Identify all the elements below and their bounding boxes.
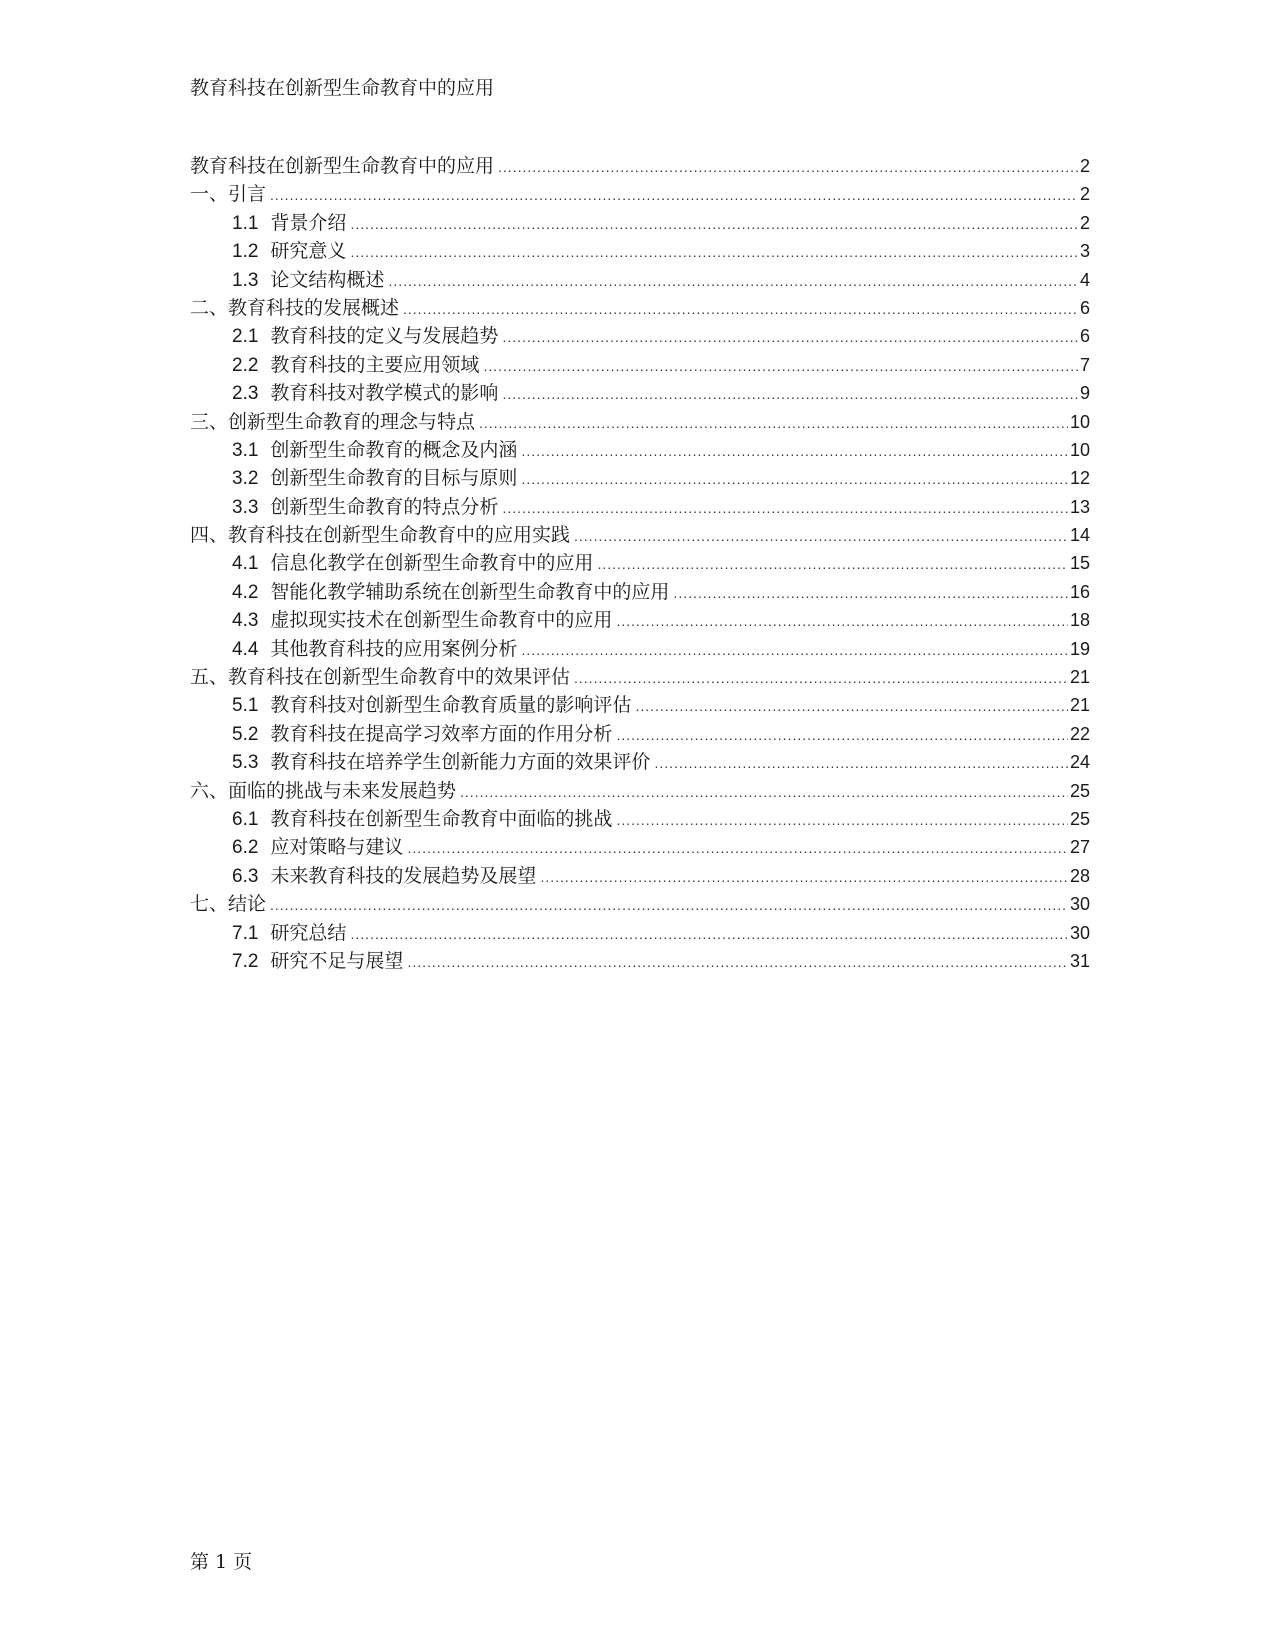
page-number: 第 1 页	[190, 1551, 253, 1573]
toc-dot-leader	[635, 692, 1068, 720]
toc-entry-title: 教育科技的定义与发展趋势	[270, 325, 499, 348]
toc-entry-number: 1.2	[232, 241, 259, 263]
toc-dot-leader	[616, 721, 1068, 749]
toc-entry[interactable]	[190, 521, 1090, 549]
toc-entry-page: 24	[1069, 752, 1090, 773]
toc-entry-page: 31	[1069, 950, 1090, 971]
toc-entry-title: 应对策略与建议	[270, 836, 404, 859]
toc-dot-leader	[479, 409, 1068, 437]
toc-entry-title: 未来教育科技的发展趋势及展望	[270, 864, 537, 887]
toc-entry[interactable]	[190, 549, 1090, 577]
toc-entry[interactable]	[190, 493, 1090, 521]
toc-entry-number: 3.2	[232, 468, 259, 490]
toc-dot-leader	[270, 181, 1078, 209]
toc-entry-number: 5.2	[232, 723, 259, 745]
toc-entry-title: 论文结构概述	[270, 268, 385, 291]
toc-entry[interactable]	[190, 464, 1090, 492]
toc-entry[interactable]	[190, 890, 1090, 918]
toc-entry-page: 25	[1069, 808, 1090, 829]
toc-entry-number: 7.2	[232, 950, 259, 972]
toc-entry-title: 研究意义	[270, 240, 347, 263]
running-header: 教育科技在创新型生命教育中的应用	[190, 77, 495, 99]
toc-dot-leader	[407, 834, 1068, 862]
toc-entry[interactable]	[190, 266, 1090, 294]
toc-entry-number: 3.1	[232, 439, 259, 461]
toc-entry-number: 4.2	[232, 581, 259, 603]
toc-entry[interactable]	[190, 180, 1090, 208]
toc-entry-page: 2	[1079, 212, 1090, 233]
table-of-contents	[190, 152, 1090, 975]
toc-entry-title: 智能化教学辅助系统在创新型生命教育中的应用	[270, 580, 670, 603]
toc-entry-title: 六、面临的挑战与未来发展趋势	[190, 779, 457, 802]
toc-dot-leader	[616, 607, 1068, 635]
toc-entry-title: 创新型生命教育的特点分析	[270, 495, 499, 518]
toc-dot-leader	[502, 380, 1078, 408]
toc-entry-number: 2.1	[232, 326, 259, 348]
toc-dot-leader	[521, 465, 1068, 493]
toc-entry[interactable]	[190, 379, 1090, 407]
toc-entry-page: 16	[1069, 581, 1090, 602]
toc-entry-page: 30	[1069, 894, 1090, 915]
toc-entry-title: 其他教育科技的应用案例分析	[270, 637, 518, 660]
toc-entry-number: 4.3	[232, 610, 259, 632]
toc-entry-page: 13	[1069, 496, 1090, 517]
toc-entry-number: 3.3	[232, 496, 259, 518]
toc-entry-page: 10	[1069, 439, 1090, 460]
toc-dot-leader	[616, 806, 1068, 834]
toc-entry-title: 研究总结	[270, 921, 347, 944]
toc-entry-page: 21	[1069, 667, 1090, 688]
toc-entry-number: 5.1	[232, 695, 259, 717]
toc-dot-leader	[483, 352, 1078, 380]
toc-entry-page: 21	[1069, 695, 1090, 716]
toc-entry-number: 2.3	[232, 383, 259, 405]
toc-dot-leader	[407, 948, 1068, 976]
toc-dot-leader	[574, 522, 1068, 550]
toc-entry-page: 30	[1069, 922, 1090, 943]
toc-entry[interactable]	[190, 748, 1090, 776]
toc-entry-number: 5.3	[232, 752, 259, 774]
toc-entry-page: 14	[1069, 525, 1090, 546]
toc-entry[interactable]	[190, 152, 1090, 180]
toc-entry-page: 27	[1069, 837, 1090, 858]
toc-dot-leader	[521, 437, 1068, 465]
toc-entry-title: 教育科技的主要应用领域	[270, 353, 480, 376]
toc-entry[interactable]	[190, 635, 1090, 663]
toc-entry-title: 创新型生命教育的目标与原则	[270, 467, 518, 490]
toc-entry-page: 9	[1079, 383, 1090, 404]
toc-entry[interactable]	[190, 408, 1090, 436]
toc-dot-leader	[388, 267, 1078, 295]
toc-dot-leader	[350, 238, 1078, 266]
toc-entry-title: 教育科技在提高学习效率方面的作用分析	[270, 722, 613, 745]
toc-entry-page: 22	[1069, 723, 1090, 744]
toc-entry[interactable]	[190, 237, 1090, 265]
toc-entry-title: 教育科技在培养学生创新能力方面的效果评价	[270, 751, 651, 774]
toc-entry[interactable]	[190, 691, 1090, 719]
toc-entry-number: 6.3	[232, 865, 259, 887]
toc-dot-leader	[521, 636, 1068, 664]
toc-entry-number: 6.1	[232, 808, 259, 830]
toc-entry[interactable]	[190, 436, 1090, 464]
toc-dot-leader	[403, 295, 1078, 323]
toc-entry-page: 7	[1079, 354, 1090, 375]
toc-entry-title: 七、结论	[190, 893, 267, 916]
toc-entry-number: 4.4	[232, 638, 259, 660]
toc-entry-number: 4.1	[232, 553, 259, 575]
toc-entry-title: 二、教育科技的发展概述	[190, 296, 400, 319]
toc-entry[interactable]	[190, 777, 1090, 805]
toc-entry-page: 18	[1069, 610, 1090, 631]
toc-entry-number: 7.1	[232, 922, 259, 944]
toc-entry-title: 三、创新型生命教育的理念与特点	[190, 410, 476, 433]
toc-dot-leader	[574, 664, 1068, 692]
toc-entry-page: 15	[1069, 553, 1090, 574]
toc-entry[interactable]	[190, 322, 1090, 350]
toc-entry[interactable]	[190, 663, 1090, 691]
toc-dot-leader	[673, 579, 1068, 607]
toc-dot-leader	[460, 778, 1068, 806]
toc-entry-page: 10	[1069, 411, 1090, 432]
toc-entry-title: 五、教育科技在创新型生命教育中的效果评估	[190, 666, 571, 689]
toc-entry-number: 1.1	[232, 212, 259, 234]
toc-entry-title: 教育科技对教学模式的影响	[270, 382, 499, 405]
toc-dot-leader	[502, 494, 1068, 522]
toc-entry-title: 背景介绍	[270, 211, 347, 234]
toc-entry-page: 19	[1069, 638, 1090, 659]
toc-entry[interactable]	[190, 833, 1090, 861]
toc-dot-leader	[350, 210, 1078, 238]
toc-entry-page: 12	[1069, 468, 1090, 489]
toc-dot-leader	[502, 323, 1078, 351]
toc-dot-leader	[498, 153, 1078, 181]
toc-entry[interactable]	[190, 606, 1090, 634]
toc-entry[interactable]	[190, 578, 1090, 606]
toc-entry-title: 信息化教学在创新型生命教育中的应用	[270, 552, 594, 575]
toc-entry-page: 28	[1069, 865, 1090, 886]
toc-entry-page: 2	[1079, 156, 1090, 176]
toc-entry-page: 6	[1079, 297, 1090, 318]
toc-entry-number: 2.2	[232, 354, 259, 376]
toc-entry-page: 6	[1079, 326, 1090, 347]
toc-entry-title: 教育科技在创新型生命教育中的应用	[190, 155, 495, 177]
toc-entry[interactable]	[190, 805, 1090, 833]
toc-entry[interactable]	[190, 862, 1090, 890]
toc-entry[interactable]	[190, 919, 1090, 947]
toc-entry-title: 四、教育科技在创新型生命教育中的应用实践	[190, 524, 571, 547]
toc-entry-title: 教育科技在创新型生命教育中面临的挑战	[270, 807, 613, 830]
toc-dot-leader	[540, 863, 1068, 891]
toc-entry[interactable]	[190, 947, 1090, 975]
toc-dot-leader	[654, 749, 1068, 777]
toc-dot-leader	[350, 920, 1068, 948]
toc-dot-leader	[597, 550, 1068, 578]
toc-entry-title: 创新型生命教育的概念及内涵	[270, 438, 518, 461]
toc-entry-page: 3	[1079, 241, 1090, 262]
toc-entry-number: 6.2	[232, 837, 259, 859]
toc-entry[interactable]	[190, 720, 1090, 748]
toc-entry[interactable]	[190, 209, 1090, 237]
toc-entry-page: 25	[1069, 780, 1090, 801]
toc-entry-page: 2	[1079, 184, 1090, 205]
toc-entry[interactable]	[190, 351, 1090, 379]
toc-entry-title: 教育科技对创新型生命教育质量的影响评估	[270, 694, 632, 717]
toc-dot-leader	[270, 891, 1068, 919]
toc-entry[interactable]	[190, 294, 1090, 322]
toc-entry-title: 一、引言	[190, 183, 267, 206]
toc-entry-page: 4	[1079, 269, 1090, 290]
toc-entry-title: 研究不足与展望	[270, 949, 404, 972]
toc-entry-title: 虚拟现实技术在创新型生命教育中的应用	[270, 609, 613, 632]
toc-entry-number: 1.3	[232, 269, 259, 291]
